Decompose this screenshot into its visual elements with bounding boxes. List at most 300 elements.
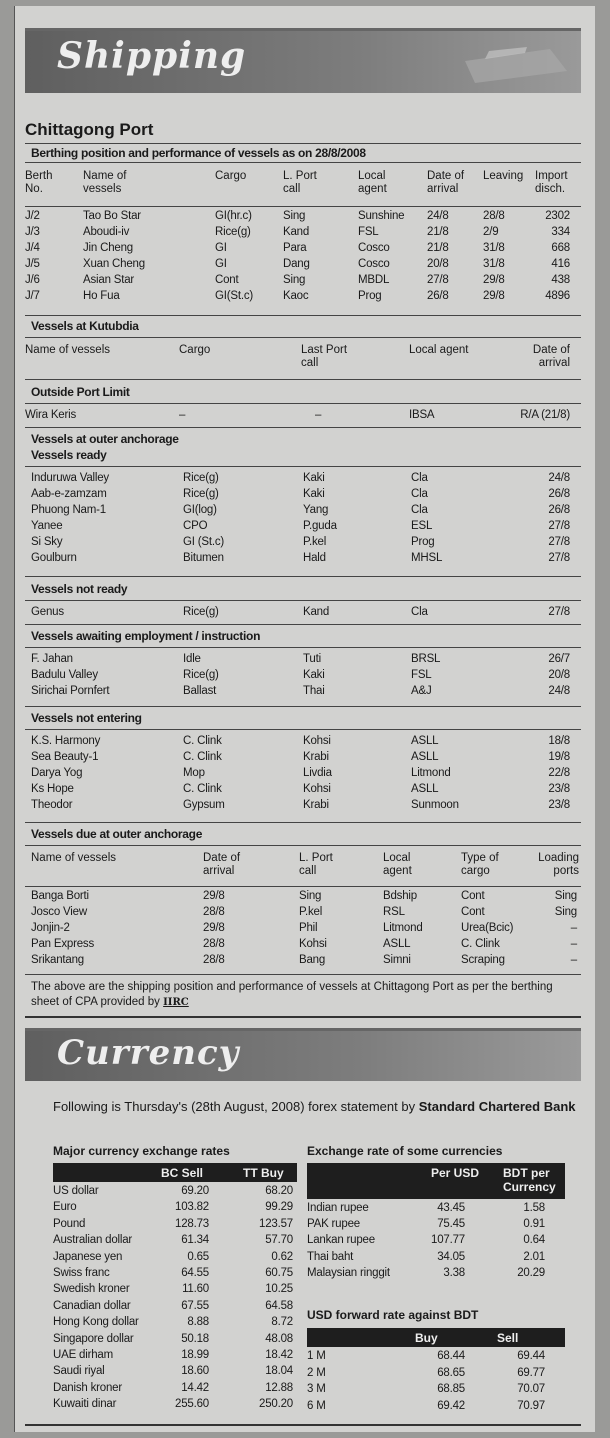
ready-row-cell: Phuong Nam-1 [31, 504, 106, 516]
major-row-cell: 14.42 [181, 1381, 209, 1394]
opl-cell: R/A (21/8) [520, 409, 570, 421]
ready-row-cell: 27/8 [548, 552, 570, 564]
divider [25, 143, 581, 144]
ready-row-cell: Hald [303, 552, 326, 564]
due-row-cell: Kohsi [299, 938, 327, 950]
due-row-cell: 29/8 [203, 890, 225, 902]
berthing-row-cell: FSL [358, 226, 379, 238]
berthing-row-cell: J/4 [25, 242, 40, 254]
berthing-header-cell: Leaving [483, 170, 524, 182]
divider [25, 729, 581, 730]
divider [25, 315, 581, 316]
some-row-cell: 0.64 [523, 1234, 545, 1247]
currency-banner [25, 1028, 581, 1081]
some-row-cell: 1.58 [523, 1202, 545, 1214]
major-row-cell: 250.20 [259, 1398, 293, 1411]
forward-row-cell: 3 M [307, 1383, 326, 1395]
ready-row-cell: Rice(g) [183, 488, 219, 500]
major-row-cell: Danish kroner [53, 1381, 122, 1394]
forward-row-cell: 70.97 [517, 1399, 545, 1412]
awaiting-row-cell: Kaki [303, 669, 325, 681]
not-entering-row-cell: Kohsi [303, 735, 331, 747]
some-title: Exchange rate of some currencies [307, 1144, 503, 1158]
berthing-row-cell: Aboudi-iv [83, 226, 130, 238]
berthing-row-cell: J/7 [25, 290, 40, 302]
not-entering-row-cell: Darya Yog [31, 767, 83, 779]
not-entering-row-cell: 22/8 [548, 767, 570, 779]
some-row-cell: Thai baht [307, 1250, 354, 1263]
not-entering-row-cell: Krabi [303, 799, 329, 811]
due-row-cell: Sing [299, 890, 322, 902]
forward-row-cell: 68.85 [437, 1383, 465, 1395]
berthing-title: Berthing position and performance of vessels as on 28/8/2008 [31, 146, 366, 160]
major-row-cell: Pound [53, 1217, 86, 1230]
divider [25, 1424, 581, 1426]
forward-row-cell: 6 M [307, 1399, 326, 1412]
berthing-row-cell: Dang [283, 258, 310, 270]
major-row-cell: Swedish kroner [53, 1283, 130, 1296]
berthing-row-cell: 21/8 [427, 226, 449, 238]
due-row-cell: Sing [554, 890, 577, 902]
outer-anchorage-title: Vessels at outer anchorage [31, 432, 179, 446]
berthing-row-cell: 31/8 [483, 258, 505, 270]
due-row-cell: Sing [554, 906, 577, 918]
some-row-cell: 3.38 [443, 1266, 465, 1279]
divider [25, 624, 581, 625]
due-title: Vessels due at outer anchorage [31, 827, 203, 841]
not-entering-row-cell: 19/8 [548, 751, 570, 763]
not-entering-row-cell: 23/8 [548, 799, 570, 811]
major-row-cell: Saudi riyal [53, 1365, 105, 1378]
berthing-row-cell: J/3 [25, 226, 40, 238]
ready-row-cell: Goulburn [31, 552, 77, 564]
kutubdia-header-cell: Last Port call [301, 344, 348, 369]
divider [25, 706, 581, 707]
major-row-cell: 67.55 [181, 1299, 209, 1312]
divider [25, 403, 581, 404]
due-header-cell: Name of vessels [31, 852, 117, 864]
forward-header-bar [307, 1328, 565, 1347]
major-row-cell: 50.18 [181, 1332, 209, 1345]
berthing-row-cell: Xuan Cheng [83, 258, 145, 270]
major-row-cell: 0.65 [187, 1250, 209, 1263]
some-row-cell: 75.45 [437, 1218, 465, 1231]
due-row-cell: Urea(Bcic) [461, 922, 514, 934]
forward-row-cell: 68.65 [437, 1366, 465, 1379]
divider [25, 206, 581, 207]
berthing-row-cell: 334 [551, 226, 570, 238]
bc-sell-header: BC Sell [161, 1166, 204, 1180]
forward-row-cell: 69.77 [517, 1366, 545, 1379]
berthing-row-cell: Cosco [358, 258, 390, 270]
due-header-cell: Loading ports [538, 852, 579, 877]
major-row-cell: 68.20 [265, 1185, 293, 1197]
berthing-row-cell: J/5 [25, 258, 40, 270]
berthing-row-cell: GI [215, 242, 227, 254]
berthing-header-cell: L. Port call [283, 170, 317, 195]
ready-row-cell: Rice(g) [183, 472, 219, 484]
divider [25, 379, 581, 380]
sell-header: Sell [497, 1331, 519, 1345]
some-row-cell: 2.01 [523, 1250, 545, 1263]
major-row-cell: 64.55 [181, 1267, 209, 1279]
due-row-cell: Phil [299, 922, 318, 934]
ready-row-cell: Yang [303, 504, 329, 516]
currency-title: Currency [57, 1033, 240, 1073]
berthing-row-cell: Kaoc [283, 290, 309, 302]
ready-row-cell: 26/8 [548, 488, 570, 500]
opl-title: Outside Port Limit [31, 385, 130, 399]
ready-row-cell: GI(log) [183, 504, 217, 516]
ready-row-cell: Aab-e-zamzam [31, 488, 107, 500]
ready-row-cell: Yanee [31, 520, 63, 532]
some-row-cell: Lankan rupee [307, 1234, 375, 1247]
not-entering-row-cell: Ks Hope [31, 783, 74, 795]
kutubdia-header-cell: Name of vessels [25, 344, 111, 356]
major-row-cell: 103.82 [175, 1201, 209, 1214]
due-row-cell: Bang [299, 954, 326, 966]
due-row-cell: – [570, 954, 577, 966]
some-header-bar [307, 1163, 565, 1199]
due-row-cell: 28/8 [203, 954, 225, 966]
not-entering-row-cell: ASLL [411, 735, 439, 747]
opl-cell: IBSA [409, 409, 435, 421]
tt-buy-header: TT Buy [243, 1166, 284, 1180]
not-entering-row-cell: Sunmoon [411, 799, 459, 811]
awaiting-row-cell: Idle [183, 653, 201, 665]
not-entering-row-cell: 23/8 [548, 783, 570, 795]
major-row-cell: 60.75 [265, 1267, 293, 1279]
shipping-title: Shipping [57, 35, 247, 77]
major-row-cell: Kuwaiti dinar [53, 1398, 117, 1411]
berthing-row-cell: 416 [551, 258, 570, 270]
some-row-cell: 43.45 [437, 1202, 465, 1214]
major-row-cell: Hong Kong dollar [53, 1316, 139, 1329]
some-row-cell: Malaysian ringgit [307, 1266, 390, 1279]
awaiting-row-cell: Rice(g) [183, 669, 219, 681]
some-row-cell: PAK rupee [307, 1218, 360, 1231]
berthing-row-cell: 438 [551, 274, 570, 286]
awaiting-row-cell: Badulu Valley [31, 669, 98, 681]
source-note [31, 980, 583, 1010]
some-row-cell: 20.29 [517, 1266, 545, 1279]
ready-row-cell: ESL [411, 520, 433, 532]
not-entering-row-cell: Theodor [31, 799, 73, 811]
forex-intro [53, 1098, 583, 1116]
due-row-cell: P.kel [299, 906, 323, 918]
not-ready-row-cell: Genus [31, 606, 64, 618]
major-row-cell: Euro [53, 1201, 77, 1214]
major-row-cell: 11.60 [182, 1283, 209, 1296]
not-entering-row-cell: ASLL [411, 783, 439, 795]
opl-cell: – [315, 409, 322, 421]
divider [25, 1016, 581, 1018]
buy-header: Buy [415, 1331, 438, 1345]
due-row-cell: Bdship [383, 890, 417, 902]
not-entering-row-cell: Mop [183, 767, 205, 779]
ready-row-cell: Cla [411, 504, 428, 516]
due-header-cell: L. Port call [299, 852, 333, 877]
berthing-header-cell: Name of vessels [83, 170, 127, 195]
divider [25, 337, 581, 338]
not-ready-row-cell: Rice(g) [183, 606, 219, 618]
not-entering-row-cell: K.S. Harmony [31, 735, 101, 747]
forward-row-cell: 69.42 [437, 1399, 465, 1412]
berthing-row-cell: Para [283, 242, 307, 254]
ready-row-cell: 27/8 [548, 536, 570, 548]
divider [25, 647, 581, 648]
major-row-cell: 18.04 [265, 1365, 293, 1378]
berthing-header-cell: Cargo [215, 170, 247, 182]
note-source: IIRC [163, 997, 189, 1008]
divider [25, 162, 581, 163]
awaiting-title: Vessels awaiting employment / instruction [31, 629, 261, 643]
berthing-row-cell: GI [215, 258, 227, 270]
major-row-cell: 69.20 [181, 1185, 209, 1197]
ready-row-cell: Bitumen [183, 552, 224, 564]
due-row-cell: C. Clink [461, 938, 500, 950]
not-entering-row-cell: Sea Beauty-1 [31, 751, 99, 763]
berthing-row-cell: 20/8 [427, 258, 449, 270]
port-title: Chittagong Port [25, 120, 154, 139]
ready-row-cell: CPO [183, 520, 208, 532]
awaiting-row-cell: Ballast [183, 685, 217, 697]
not-entering-row-cell: Livdia [303, 767, 332, 779]
bank-name: Standard Chartered Bank [418, 1099, 576, 1114]
divider [25, 886, 581, 887]
ready-row-cell: Kaki [303, 472, 325, 484]
berthing-row-cell: Ho Fua [83, 290, 120, 302]
due-row-cell: RSL [383, 906, 405, 918]
not-entering-row-cell: 18/8 [548, 735, 570, 747]
major-row-cell: 18.42 [265, 1349, 293, 1361]
opl-cell: Wira Keris [25, 409, 77, 421]
berthing-row-cell: GI(St.c) [215, 290, 254, 302]
not-entering-title: Vessels not entering [31, 711, 142, 725]
divider [25, 427, 581, 428]
major-row-cell: 99.29 [265, 1201, 293, 1214]
ready-row-cell: Kaki [303, 488, 325, 500]
awaiting-row-cell: Tuti [303, 653, 321, 665]
note-text: The above are the shipping position and performance of vessels at Chittagong Port as per the berthing sheet of CPA provided by [31, 981, 553, 1008]
berthing-header-cell: Import disch. [535, 170, 568, 195]
berthing-row-cell: 24/8 [427, 210, 449, 222]
berthing-row-cell: 4896 [545, 290, 570, 302]
due-header-cell: Date of arrival [203, 852, 241, 877]
due-header-cell: Type of cargo [461, 852, 499, 877]
not-entering-row-cell: Gypsum [183, 799, 225, 811]
berthing-row-cell: Cosco [358, 242, 390, 254]
not-entering-row-cell: ASLL [411, 751, 439, 763]
divider [25, 466, 581, 467]
ready-row-cell: GI (St.c) [183, 536, 225, 548]
berthing-header-cell: Local agent [358, 170, 387, 195]
divider [25, 845, 581, 846]
berthing-row-cell: J/2 [25, 210, 40, 222]
forward-row-cell: 68.44 [437, 1350, 465, 1362]
forward-title: USD forward rate against BDT [307, 1308, 479, 1322]
major-row-cell: Canadian dollar [53, 1299, 131, 1312]
berthing-row-cell: 28/8 [483, 210, 505, 222]
due-row-cell: Jonjin-2 [31, 922, 70, 934]
due-row-cell: ASLL [383, 938, 411, 950]
awaiting-row-cell: BRSL [411, 653, 441, 665]
berthing-row-cell: 21/8 [427, 242, 449, 254]
per-usd-header: Per USD [431, 1166, 480, 1180]
berthing-row-cell: J/6 [25, 274, 40, 286]
forward-row-cell: 1 M [307, 1350, 326, 1362]
ready-row-cell: 24/8 [548, 472, 570, 484]
berthing-row-cell: 668 [551, 242, 570, 254]
berthing-row-cell: Sing [283, 274, 306, 286]
berthing-row-cell: Prog [358, 290, 382, 302]
major-row-cell: UAE dirham [53, 1349, 113, 1361]
ready-row-cell: MHSL [411, 552, 443, 564]
major-row-cell: US dollar [53, 1185, 99, 1197]
major-row-cell: 57.70 [265, 1234, 293, 1247]
due-row-cell: Pan Express [31, 938, 94, 950]
major-row-cell: 123.57 [259, 1217, 293, 1230]
not-ready-row-cell: Cla [411, 606, 428, 618]
major-header-bar [53, 1163, 297, 1182]
due-row-cell: Srikantang [31, 954, 84, 966]
due-row-cell: Cont [461, 890, 485, 902]
some-row-cell: Indian rupee [307, 1202, 369, 1214]
major-row-cell: Japanese yen [53, 1250, 123, 1263]
berthing-row-cell: Rice(g) [215, 226, 251, 238]
berthing-row-cell: Tao Bo Star [83, 210, 141, 222]
berthing-row-cell: 2/9 [483, 226, 499, 238]
divider [25, 576, 581, 577]
ready-row-cell: 27/8 [548, 520, 570, 532]
awaiting-row-cell: A&J [411, 685, 432, 697]
ship-icon [455, 31, 575, 93]
ready-row-cell: Cla [411, 488, 428, 500]
due-row-cell: – [570, 922, 577, 934]
divider [25, 600, 581, 601]
kutubdia-title: Vessels at Kutubdia [31, 319, 139, 333]
berthing-header-cell: Date of arrival [427, 170, 465, 195]
ready-row-cell: Prog [411, 536, 435, 548]
ready-row-cell: Induruwa Valley [31, 472, 109, 484]
berthing-row-cell: 29/8 [483, 290, 505, 302]
berthing-row-cell: 31/8 [483, 242, 505, 254]
due-row-cell: Cont [461, 906, 485, 918]
due-row-cell: Simni [383, 954, 411, 966]
not-entering-row-cell: Kohsi [303, 783, 331, 795]
major-row-cell: 128.73 [175, 1217, 209, 1230]
bdt-per-currency-header: BDT per Currency [503, 1166, 556, 1194]
shipping-banner [25, 28, 581, 93]
awaiting-row-cell: Thai [303, 685, 325, 697]
ready-row-cell: Si Sky [31, 536, 63, 548]
ready-row-cell: 26/8 [548, 504, 570, 516]
not-entering-row-cell: C. Clink [183, 735, 222, 747]
major-row-cell: 18.60 [181, 1365, 209, 1378]
due-row-cell: Scraping [461, 954, 505, 966]
major-row-cell: Swiss franc [53, 1267, 110, 1279]
major-row-cell: 61.34 [181, 1234, 209, 1247]
berthing-row-cell: MBDL [358, 274, 390, 286]
major-row-cell: 255.60 [175, 1398, 209, 1411]
divider [25, 822, 581, 823]
major-row-cell: Singapore dollar [53, 1332, 134, 1345]
forward-row-cell: 69.44 [517, 1350, 545, 1362]
major-row-cell: Australian dollar [53, 1234, 133, 1247]
major-row-cell: 64.58 [265, 1299, 293, 1312]
berthing-row-cell: Kand [283, 226, 310, 238]
some-row-cell: 34.05 [437, 1250, 465, 1263]
major-row-cell: 12.88 [265, 1381, 293, 1394]
major-title: Major currency exchange rates [53, 1144, 230, 1158]
kutubdia-header-cell: Local agent [409, 344, 469, 356]
berthing-row-cell: Asian Star [83, 274, 135, 286]
major-row-cell: 10.25 [265, 1283, 293, 1296]
berthing-row-cell: 27/8 [427, 274, 449, 286]
some-row-cell: 107.77 [431, 1234, 465, 1247]
ready-row-cell: P.kel [303, 536, 327, 548]
not-entering-row-cell: Litmond [411, 767, 451, 779]
awaiting-row-cell: 26/7 [548, 653, 570, 665]
some-row-cell: 0.91 [523, 1218, 545, 1231]
awaiting-row-cell: 24/8 [548, 685, 570, 697]
major-row-cell: 8.72 [271, 1316, 293, 1329]
due-row-cell: Josco View [31, 906, 87, 918]
kutubdia-header-cell: Cargo [179, 344, 211, 356]
due-row-cell: Litmond [383, 922, 423, 934]
major-row-cell: 48.08 [265, 1332, 293, 1345]
awaiting-row-cell: FSL [411, 669, 432, 681]
due-row-cell: 28/8 [203, 938, 225, 950]
divider [25, 974, 581, 975]
berthing-row-cell: GI(hr.c) [215, 210, 252, 222]
not-ready-row-cell: Kand [303, 606, 330, 618]
awaiting-row-cell: F. Jahan [31, 653, 73, 665]
not-ready-title: Vessels not ready [31, 582, 128, 596]
awaiting-row-cell: 20/8 [548, 669, 570, 681]
major-row-cell: 8.88 [187, 1316, 209, 1329]
awaiting-row-cell: Sirichai Pornfert [31, 685, 110, 697]
due-row-cell: 29/8 [203, 922, 225, 934]
major-row-cell: 18.99 [181, 1349, 209, 1361]
ready-row-cell: P.guda [303, 520, 337, 532]
due-row-cell: 28/8 [203, 906, 225, 918]
berthing-row-cell: 29/8 [483, 274, 505, 286]
not-entering-row-cell: Krabi [303, 751, 329, 763]
intro-text: Following is Thursday's (28th August, 2008) forex statement by [53, 1099, 416, 1114]
major-row-cell: 0.62 [271, 1250, 293, 1263]
ready-row-cell: Cla [411, 472, 428, 484]
due-header-cell: Local agent [383, 852, 412, 877]
kutubdia-header-cell: Date of arrival [532, 344, 570, 369]
berthing-row-cell: Sunshine [358, 210, 405, 222]
due-row-cell: Banga Borti [31, 890, 89, 902]
berthing-row-cell: Jin Cheng [83, 242, 133, 254]
opl-cell: – [179, 409, 186, 421]
forward-row-cell: 70.07 [517, 1383, 545, 1395]
ready-title: Vessels ready [31, 448, 107, 462]
berthing-row-cell: 2302 [545, 210, 570, 222]
berthing-row-cell: 26/8 [427, 290, 449, 302]
due-row-cell: – [570, 938, 577, 950]
not-entering-row-cell: C. Clink [183, 751, 222, 763]
berthing-row-cell: Sing [283, 210, 306, 222]
berthing-header-cell: Berth No. [25, 170, 53, 195]
forward-row-cell: 2 M [307, 1366, 326, 1379]
newspaper-page [14, 6, 595, 1432]
not-entering-row-cell: C. Clink [183, 783, 222, 795]
berthing-row-cell: Cont [215, 274, 239, 286]
